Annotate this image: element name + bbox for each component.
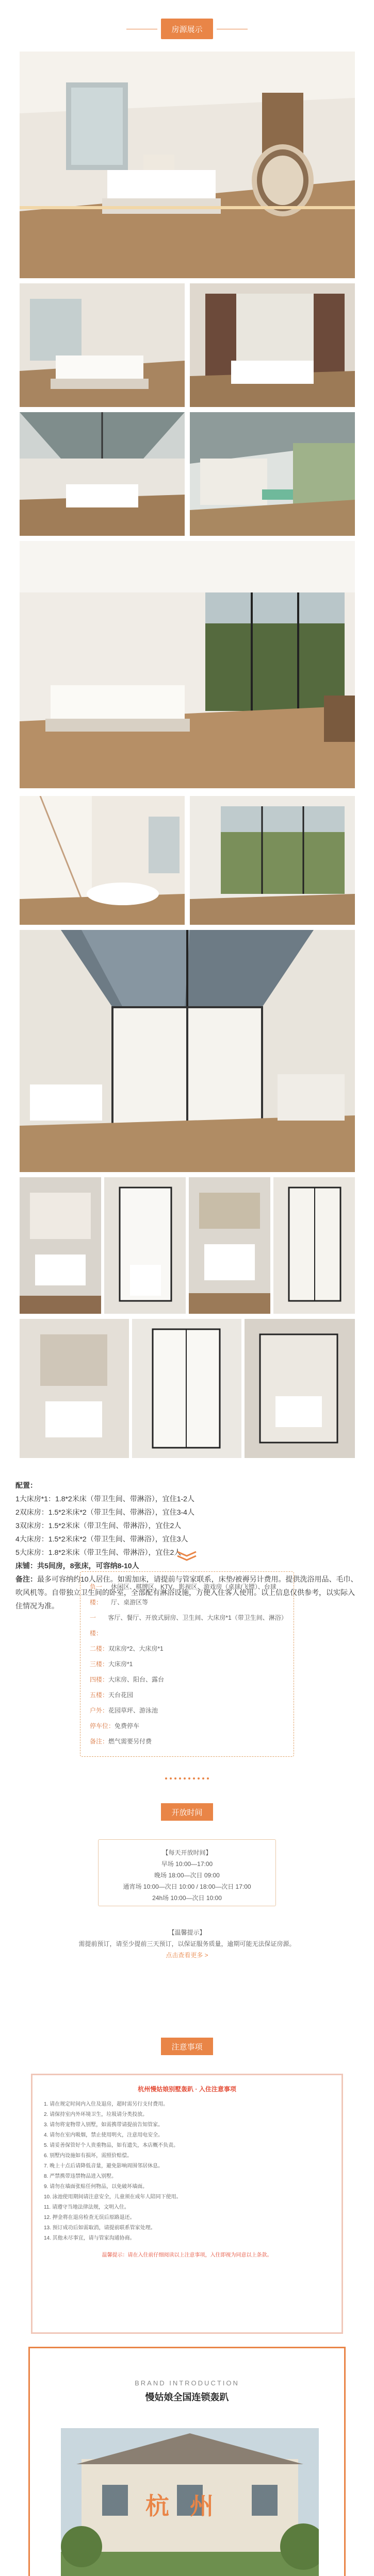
info-line: 5大床房：1.8*2米床（带卫生间、带淋浴），宜住2人 xyxy=(15,1548,182,1556)
precaution-item: 10. 泳池使用期间请注意安全，儿童须在成年人陪同下使用。 xyxy=(44,2194,182,2200)
precaution-item: 1. 请在规定时间内入住及退房，超时需另行支付费用。 xyxy=(44,2102,169,2107)
hours-line: 晚场 18:00—次日 09:00 xyxy=(154,1872,220,1879)
notice-text: 需提前预订，请至少提前三天预订，以保证服务质量，逾期可能无法保证房源。 xyxy=(78,1940,296,1947)
photo-bathroom-4 xyxy=(273,1177,355,1314)
photo-view-bedroom xyxy=(20,541,355,788)
brand-box xyxy=(28,2347,346,2576)
photo-bathroom-5 xyxy=(20,1319,129,1458)
notice-title: 【温馨提示】 xyxy=(168,1929,206,1936)
photo-twin-room-2 xyxy=(190,283,355,407)
precaution-item: 11. 请遵守当地法律法规，文明入住。 xyxy=(44,2205,129,2210)
brand-title: 慢姑娘全国连锁轰趴 xyxy=(145,2392,229,2402)
precaution-item: 7. 晚上十点后请降低音量，避免影响周围邻居休息。 xyxy=(44,2163,164,2169)
hours-line: 24h场 10:00—次日 10:00 xyxy=(152,1894,222,1902)
info-title: 配置： xyxy=(15,1481,37,1489)
photo-twin-room-1 xyxy=(20,283,185,407)
brand-photo xyxy=(61,2428,319,2576)
precautions-title: 杭州慢姑娘别墅轰趴 · 入住注意事项 xyxy=(138,2086,236,2093)
hours-line: 早场 10:00—17:00 xyxy=(161,1860,213,1868)
photo-bathroom-7 xyxy=(245,1319,355,1458)
precaution-item: 8. 严禁携带违禁物品进入别墅。 xyxy=(44,2174,117,2179)
notice-link[interactable]: 点击查看更多 > xyxy=(166,1952,208,1959)
info-line: 1大床房*1：1.8*2米床（带卫生间、带淋浴），宜住1-2人 xyxy=(15,1495,194,1503)
photo-window-lounge xyxy=(190,796,355,925)
brand-photo-text: 杭州 xyxy=(145,2492,234,2520)
section-badge-precautions: 注意事项 xyxy=(161,2038,213,2055)
section-badge-house: 房源展示 xyxy=(161,19,213,39)
photo-bathtub-room xyxy=(20,796,185,925)
dot-divider xyxy=(165,1777,209,1780)
photo-bathroom-1 xyxy=(20,1177,101,1314)
info-line: 3双床房：1.5*2米床（带卫生间、带淋浴），宜住2人 xyxy=(15,1521,182,1530)
photo-bathroom-6 xyxy=(132,1319,241,1458)
note-label: 备注： xyxy=(15,1575,37,1583)
precautions-footnote: 温馨提示：请在入住前仔细阅读以上注意事项，入住即视为同意以上条款。 xyxy=(102,2252,272,2258)
chevron-down-icon xyxy=(176,1551,197,1561)
photo-sunroom-1 xyxy=(20,412,185,536)
precaution-item: 3. 请勿将宠物带入别墅，如需携带请提前告知管家。 xyxy=(44,2122,164,2128)
section-badge-hours: 开放时间 xyxy=(161,1803,213,1821)
facility-row: 五楼： 天台花园 xyxy=(90,1691,134,1699)
hours-box xyxy=(98,1839,276,1906)
hours-title: 【每天开放时间】 xyxy=(162,1849,212,1856)
hours-line: 通宵场 10:00—次日 10:00 / 18:00—次日 17:00 xyxy=(123,1883,251,1890)
capacity-label: 床铺： xyxy=(15,1562,37,1570)
facility-row: 备注： 燃气需要另付费 xyxy=(90,1738,152,1745)
precaution-item: 5. 请妥善保管好个人贵重物品，如有遗失，本店概不负责。 xyxy=(44,2143,179,2148)
precautions-list xyxy=(44,2099,330,2243)
facility-row: 二楼： 双床房*2、大床房*1 xyxy=(90,1645,164,1652)
precaution-item: 13. 预订成功后如需取消，请提前联系管家处理。 xyxy=(44,2225,156,2231)
photo-master-bedroom xyxy=(20,52,355,278)
facility-row: 停车位： 免费停车 xyxy=(90,1722,140,1730)
photo-sunroom-2 xyxy=(190,412,355,536)
photo-skylight-bath xyxy=(20,930,355,1172)
photo-bathroom-2 xyxy=(104,1177,186,1314)
precaution-item: 4. 请勿在室内吸烟，禁止使用明火，注意用电安全。 xyxy=(44,2132,164,2138)
precautions-box xyxy=(31,2074,343,2334)
note-value: 最多可容纳约10人居住。如需加床，请提前与管家联系，床垫/被褥另计费用。提供洗浴用品、毛巾、吹风机等。自带独立卫生间的卧室，全部配有淋浴设施，方便入住客人使用。以上信息仅供参考，以实际入住情况为准。 xyxy=(15,1575,358,1610)
facility-row: 一楼： 客厅、餐厅、开放式厨房、卫生间、大床房*1（带卫生间、淋浴） xyxy=(90,1614,287,1637)
info-line: 4大床房：1.5*2米床*2（带卫生间、带淋浴），宜住3人 xyxy=(15,1535,188,1543)
facility-row: 户外： 花园草坪、游泳池 xyxy=(90,1707,158,1714)
facilities-box xyxy=(80,1571,294,1757)
brand-intro-en: BRAND INTRODUCTION xyxy=(135,2379,239,2387)
precaution-item: 9. 请勿在墙面张贴任何物品，以免破坏墙面。 xyxy=(44,2184,148,2190)
facility-row: 三楼： 大床房*1 xyxy=(90,1660,133,1668)
precaution-item: 12. 押金将在退房检查无误后原路退还。 xyxy=(44,2215,135,2221)
info-line: 2双床房：1.5*2米床*2（带卫生间、带淋浴），宜住3-4人 xyxy=(15,1508,194,1516)
notice-box xyxy=(77,1927,297,1961)
photo-bathroom-3 xyxy=(189,1177,270,1314)
precaution-item: 14. 其他未尽事宜，请与管家沟通协商。 xyxy=(44,2235,135,2241)
precaution-item: 2. 请保持室内外环境卫生，垃圾请分类投放。 xyxy=(44,2112,148,2117)
capacity-value: 共5间房，8张床，可容纳8-10人 xyxy=(37,1562,139,1570)
facility-row: 负一楼： 休闲区、棋牌区、KTV、影视区、游戏房（桌球/飞镖）、台球厅、桌游区等 xyxy=(90,1583,277,1606)
facility-row: 四楼： 大床房、阳台、露台 xyxy=(90,1676,165,1683)
precaution-item: 6. 别墅内设施如有损坏，需照价赔偿。 xyxy=(44,2153,133,2159)
